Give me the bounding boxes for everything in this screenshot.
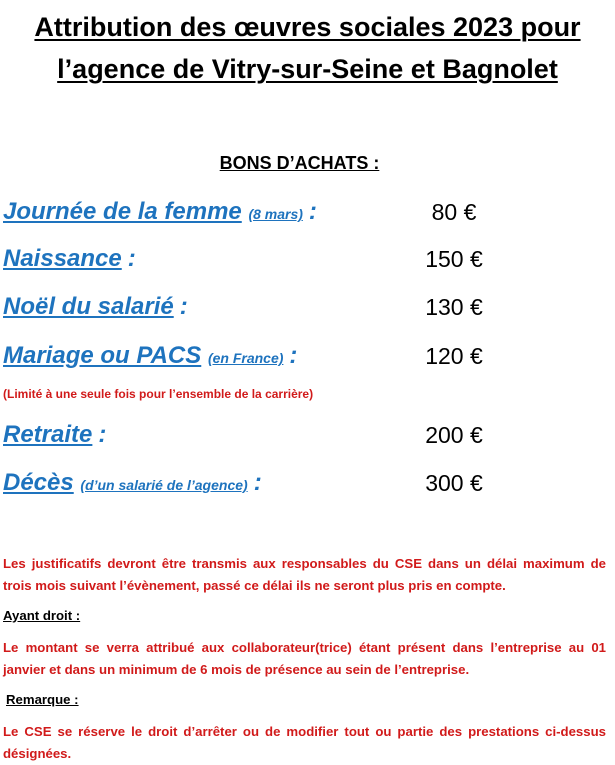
voucher-item-naissance [3, 243, 603, 277]
voucher-price: 300 € [425, 470, 483, 496]
voucher-label [3, 196, 317, 230]
voucher-price: 200 € [425, 422, 483, 448]
voucher-name: Journée de la femme [3, 198, 242, 225]
voucher-name: Naissance [3, 245, 122, 272]
voucher-note: (en France) [207, 350, 284, 366]
voucher-label [3, 243, 136, 275]
title-line-1: Attribution des œuvres sociales 2023 pour [34, 12, 581, 42]
voucher-label [3, 291, 188, 323]
section-title-text: BONS D’ACHATS : [219, 153, 380, 173]
remarque-heading: Remarque : [6, 692, 79, 707]
voucher-price: 80 € [431, 199, 477, 225]
voucher-name: Décès [3, 469, 74, 496]
title-line-2: l’agence de Vitry-sur-Seine et Bagnolet [57, 54, 558, 84]
voucher-colon: : [98, 421, 107, 448]
limit-note: (Limité à une seule fois pour l’ensemble de la carrière) [3, 387, 314, 401]
voucher-item-deces [3, 467, 603, 501]
ayant-droit-heading: Ayant droit : [3, 608, 81, 623]
voucher-colon: : [253, 469, 262, 496]
voucher-item-retraite [3, 419, 603, 453]
voucher-colon: : [289, 342, 298, 369]
voucher-item-noel [3, 291, 603, 325]
document-title [0, 6, 615, 90]
section-title [0, 153, 615, 174]
voucher-item-mariage [3, 340, 603, 374]
voucher-name: Retraite [3, 421, 93, 448]
voucher-label [3, 340, 297, 374]
voucher-name: Noël du salarié [3, 293, 174, 320]
voucher-note: (d’un salarié de l’agence) [80, 477, 248, 493]
voucher-item-journee-femme [3, 196, 603, 230]
voucher-price: 120 € [425, 343, 483, 369]
voucher-note: (8 mars) [248, 206, 303, 222]
remarque-paragraph: Le CSE se réserve le droit d’arrêter ou de modifier tout ou partie des prestations ci-dessus désignées. [3, 724, 606, 761]
voucher-label [3, 419, 106, 451]
voucher-colon: : [127, 245, 136, 272]
voucher-price: 150 € [425, 246, 483, 272]
voucher-colon: : [179, 293, 188, 320]
voucher-label [3, 467, 262, 501]
voucher-colon: : [308, 198, 317, 225]
voucher-name: Mariage ou PACS [3, 342, 202, 369]
ayant-droit-paragraph: Le montant se verra attribué aux collaborateur(trice) étant présent dans l’entreprise au 01 janvier et dans un minimum de 6 mois de présence au sein de l’entreprise. [3, 640, 606, 677]
voucher-price: 130 € [425, 294, 483, 320]
justificatifs-paragraph: Les justificatifs devront être transmis aux responsables du CSE dans un délai maximum de trois mois suivant l’évènement, passé ce délai ils ne seront plus pris en compte. [3, 556, 606, 593]
